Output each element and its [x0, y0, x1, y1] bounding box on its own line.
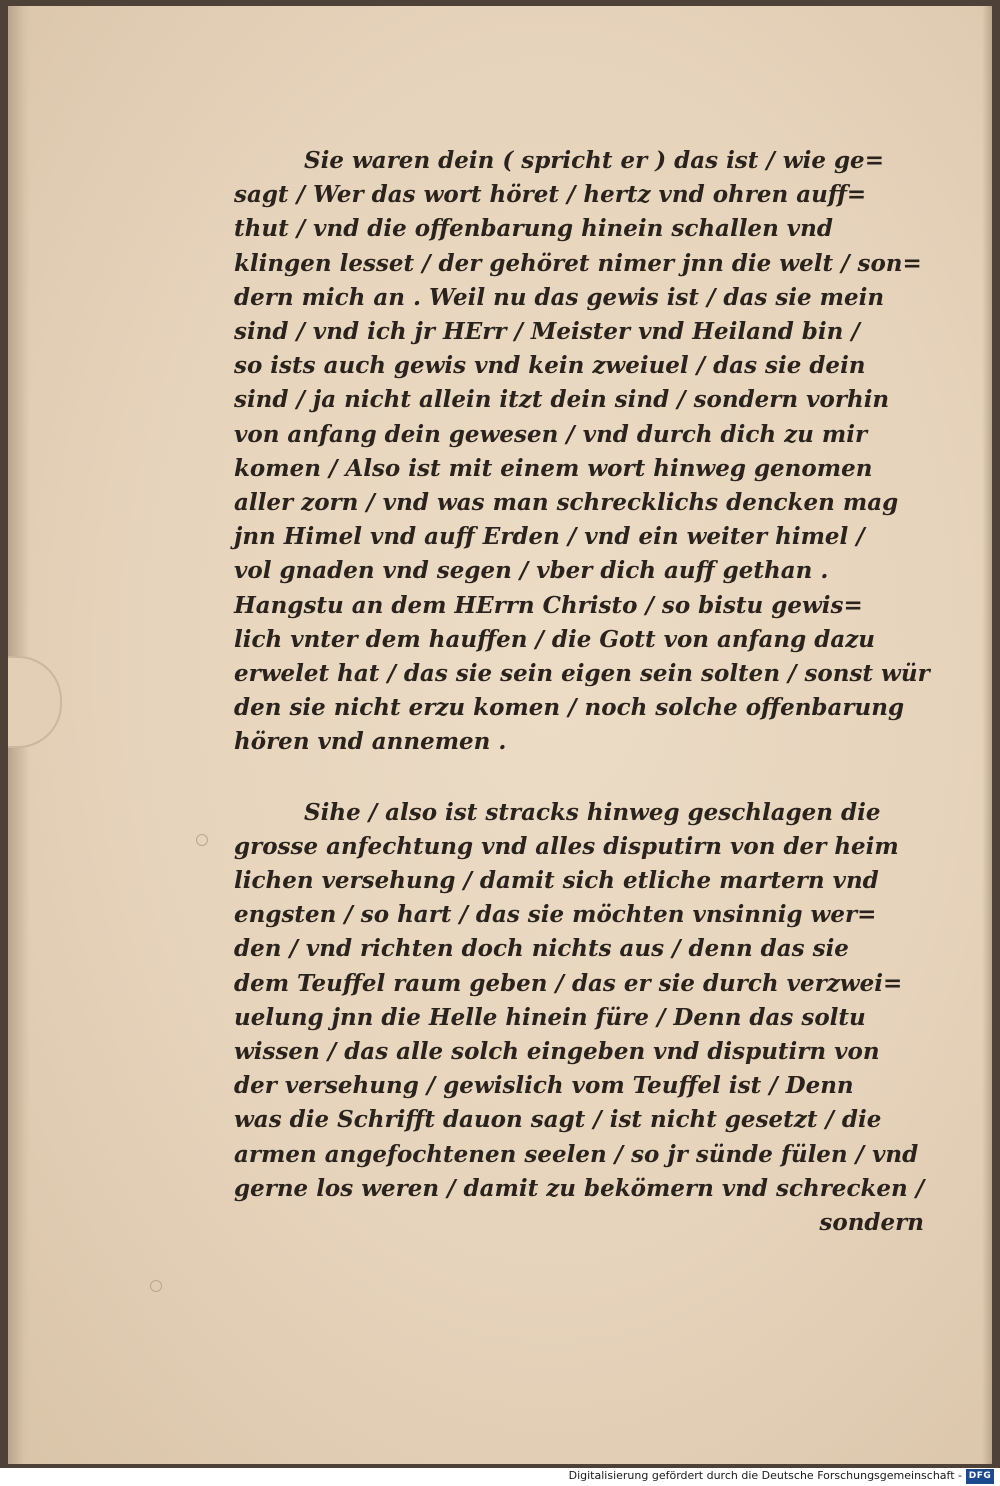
- text-line: der versehung / gewislich vom Teuffel ist / Denn: [234, 1072, 854, 1100]
- text-line: wissen / das alle solch eingeben vnd disputirn von: [234, 1038, 880, 1066]
- text-line: dern mich an . Weil nu das gewis ist / das sie mein: [234, 283, 885, 311]
- text-line: engsten / so hart / das sie möchten vnsinnig wer=: [234, 901, 877, 929]
- text-line: vol gnaden vnd segen / vber dich auff gethan .: [234, 557, 829, 585]
- text-line: hören vnd annemen .: [234, 728, 507, 756]
- text-line: Sie waren dein ( spricht er ) das ist / wie ge=: [304, 147, 884, 174]
- text-line: dem Teuffel raum geben / das er sie durch verzwei=: [234, 969, 903, 997]
- text-line: lich vnter dem hauffen / die Gott von anfang dazu: [234, 625, 876, 653]
- text-line: armen angefochtenen seelen / so jr sünde fülen / vnd: [234, 1140, 919, 1168]
- page-tab-marker: [8, 656, 62, 748]
- text-line: thut / vnd die offenbarung hinein schallen vnd: [234, 215, 833, 243]
- body-text: [234, 144, 934, 1240]
- text-line: von anfang dein gewesen / vnd durch dich zu mir: [234, 420, 868, 448]
- text-line: so ists auch gewis vnd kein zweiuel / das sie dein: [234, 352, 866, 380]
- text-line: klingen lesset / der gehöret nimer jnn die welt / son=: [234, 249, 922, 277]
- text-line: sagt / Wer das wort höret / hertz vnd ohren auff=: [234, 181, 867, 209]
- text-line: uelung jnn die Helle hinein füre / Denn das soltu: [234, 1003, 866, 1031]
- text-line: gerne los weren / damit zu bekömern vnd schrecken /: [234, 1174, 925, 1202]
- text-line: aller zorn / vnd was man schrecklichs dencken mag: [234, 489, 899, 517]
- text-line: Hangstu an dem HErrn Christo / so bistu gewis=: [234, 591, 863, 619]
- text-line: den / vnd richten doch nichts aus / denn das sie: [234, 935, 849, 963]
- funding-credit: Digitalisierung gefördert durch die Deutsche Forschungsgemeinschaft -: [568, 1469, 962, 1482]
- page-edge: [982, 6, 992, 1464]
- book-page: [8, 6, 992, 1464]
- text-line: grosse anfechtung vnd alles disputirn von der heim: [234, 832, 899, 860]
- text-line: komen / Also ist mit einem wort hinweg genomen: [234, 454, 873, 482]
- paragraph-1: [234, 144, 934, 760]
- paragraph-gap: [234, 760, 934, 796]
- paper-spot: [196, 834, 208, 846]
- text-line: den sie nicht erzu komen / noch solche offenbarung: [234, 694, 905, 722]
- text-line: jnn Himel vnd auff Erden / vnd ein weiter himel /: [234, 523, 865, 551]
- text-line: sind / ja nicht allein itzt dein sind / sondern vorhin: [234, 386, 890, 414]
- dfg-logo: DFG: [966, 1469, 994, 1484]
- text-line: lichen versehung / damit sich etliche martern vnd: [234, 867, 879, 895]
- text-line: erwelet hat / das sie sein eigen sein solten / sonst wür: [234, 660, 930, 688]
- catchword: sondern: [819, 1209, 924, 1237]
- paper-spot: [150, 1280, 162, 1292]
- text-line: was die Schrifft dauon sagt / ist nicht gesetzt / die: [234, 1106, 882, 1134]
- paragraph-2: [234, 796, 934, 1206]
- text-line: sind / vnd ich jr HErr / Meister vnd Heiland bin /: [234, 318, 860, 346]
- text-line: Sihe / also ist stracks hinweg geschlagen die: [304, 798, 881, 826]
